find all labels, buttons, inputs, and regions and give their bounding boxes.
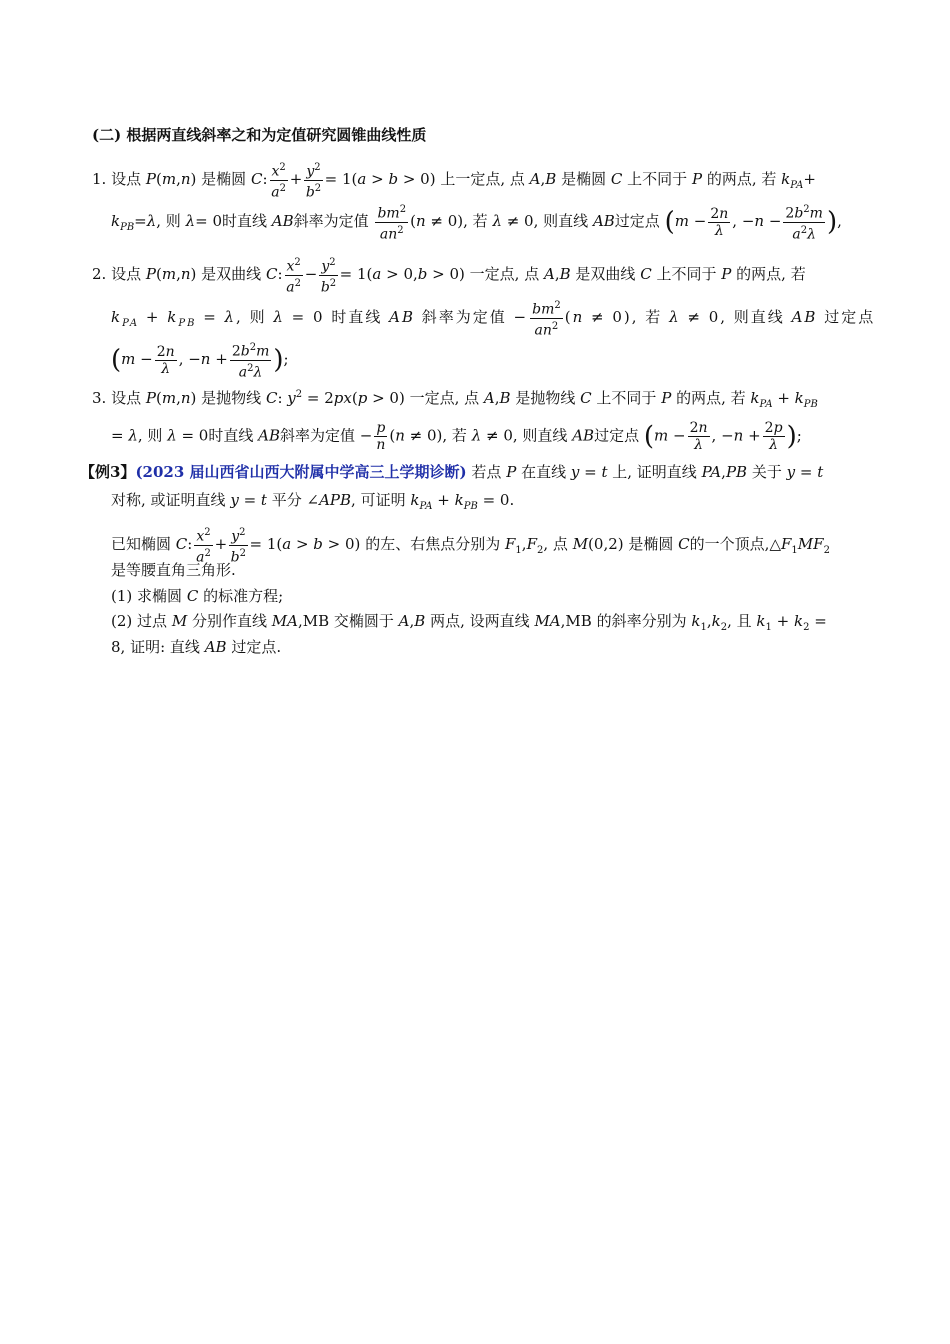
item-2-line-2: $k_{PA} + k_{PB} = \lambda$, 则 λ = 0 时直线 AB 斜率为定值 − $\frac{bm^2}{an^2}$ (n ≠ 0), 若 λ ≠ 0, 则直线 AB 过定点 [111, 300, 876, 339]
item-2-line-3: (m − $\frac{2n}{\lambda}$ , −n + $\frac{2b^2m}{a^2\lambda}$ ); [111, 342, 289, 381]
example-hint-line-1: 【例3】(2023 届山西省山西大附属中学高三上学期诊断) 若点 P 在直线 y = t 上, 证明直线 PA,PB 关于 y = t [80, 463, 824, 481]
question-1: (1) 求椭圆 C 的标准方程; [111, 587, 284, 605]
item-1-line-1: 1. 设点 P(m,n) 是椭圆 C: $\frac{x^2}{a^2}$ + $\frac{y^2}{b^2}$ = 1(a > b > 0) 上一定点, 点 A,B 是椭圆 C 上不同于 P 的两点, 若 $k_{PA}+$ [92, 162, 816, 201]
question-2-line-2: 8, 证明: 直线 AB 过定点. [111, 638, 282, 656]
item-2-line-1: 2. 设点 P(m,n) 是双曲线 C: $\frac{x^2}{a^2}$ − $\frac{y^2}{b^2}$ = 1(a > 0,b > 0) 一定点, 点 A,B 是双曲线 C 上不同于 P 的两点, 若 [92, 257, 806, 296]
example-source: (2023 届山西省山西大附属中学高三上学期诊断) [135, 463, 467, 481]
question-2-line-1: (2) 过点 M 分别作直线 MA,MB 交椭圆于 A,B 两点, 设两直线 MA,MB 的斜率分别为 $k_1,k_2$, 且 $k_1 + k_2$ = [111, 612, 827, 633]
section-title: (二) 根据两直线斜率之和为定值研究圆锥曲线性质 [92, 126, 427, 144]
item-3-line-1: 3. 设点 P(m,n) 是抛物线 C: $y^2 = 2px(p > 0)$ 一定点, 点 A,B 是抛物线 C 上不同于 P 的两点, 若 $k_{PA} + k_{PB}$ [92, 389, 818, 410]
item-3-line-2: = λ, 则 λ = 0时直线 AB斜率为定值 − $\frac{p}{n}$ (n ≠ 0), 若 λ ≠ 0, 则直线 AB过定点 (m − $\frac{2n}{\lambda}$ , −n + $\frac{2p}{\lambda}$ ); [111, 420, 802, 453]
problem-line-2: 是等腰直角三角形. [111, 561, 236, 579]
example-hint-line-2: 对称, 或证明直线 y = t 平分 ∠APB, 可证明 $k_{PA} + k_{PB} = 0$. [111, 491, 515, 512]
item-1-line-2: $k_{PB}=\lambda$, 则 λ= 0时直线 AB斜率为定值 $\frac{bm^2}{an^2}$ (n ≠ 0), 若 λ ≠ 0, 则直线 AB过定点 (m − $\frac{2n}{\lambda}$ , −n − $\frac{2b^2m}{a^2\lambda}$ ), [111, 204, 842, 243]
example-label: 【例3】 [80, 463, 136, 481]
problem-line-1: 已知椭圆 C: $\frac{x^2}{a^2}$ + $\frac{y^2}{b^2}$ = 1(a > b > 0) 的左、右焦点分别为 $F_1,F_2$, 点 M(0,2) 是椭圆 C的一个顶点$,\triangle F_1MF_2$ [111, 527, 830, 566]
